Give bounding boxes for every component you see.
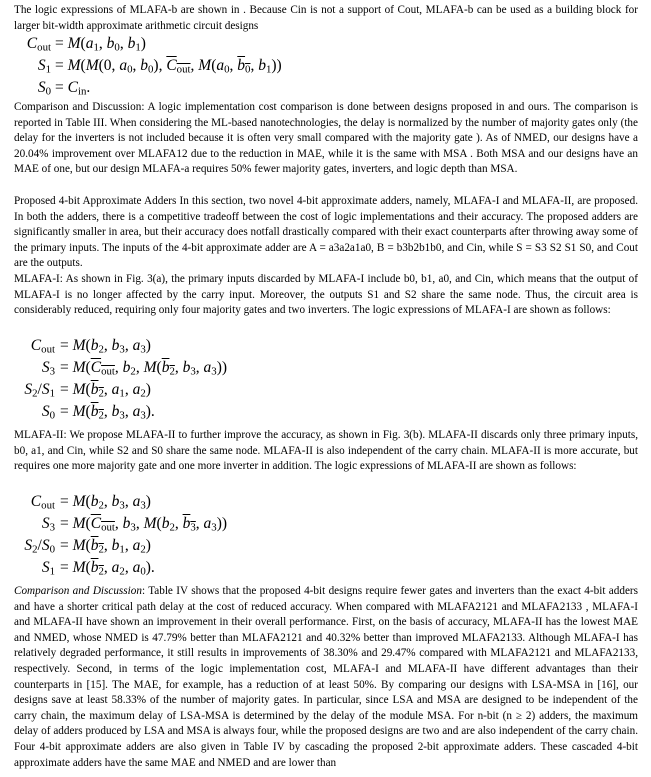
equation-s1: $S_1$ = M(M(0, $a_0$, $b_0$), $C_{out}$, $M(a_0$, $b_0$, $b_1$)) <box>37 57 282 76</box>
paragraph-intro: The logic expressions of MLAFA-b are shown in . Because Cin is not a support of Cout, MLAFA-b can be used as a building block for larger bit-width approximate arithmetic circuit designs <box>14 4 638 32</box>
equation-mlafa-i-s2s1: $S_2/S_1$ = $M(b_2$, $a_1$, $a_2$) <box>24 381 151 400</box>
equation-mlafa-ii-s1: $S_1$ = $M(b_2$, $a_2$, $a_0$). <box>41 559 155 578</box>
paragraph-mlafa-i: MLAFA-I: As shown in Fig. 3(a), the primary inputs discarded by MLAFA-I include b0, b1, a0, and Cin, which means that the output of MLAFA-I is no longer affected by the carry input. Moreover, the outputs S1 and S2 share the same node. Thus, the circuit area is considerably reduced, requiring only four majority gates and two inverters. The logic expressions of MLAFA-I are shown as follows: <box>14 273 638 317</box>
equation-s0: $S_0$ = $C_{in}$. <box>37 79 91 98</box>
equation-mlafa-i-s3: $S_3$ = $M(C_{out}$, $b_2$, $M(b_2$, $b_3$, $a_3$)) <box>41 359 228 378</box>
paragraph-mlafa-ii: MLAFA-II: We propose MLAFA-II to further improve the accuracy, as shown in Fig. 3(b). MLAFA-II discards only three primary inputs, b0, a1, and Cin, while S2 and S0 share the same node. MLAFA-II is also independent of the carry chain. MLAFA-II is more accurate, but requires one more majority gate and one more inverter in addition. The logic expressions of MLAFA-II are shown as follows: <box>14 429 638 473</box>
paragraph-proposed-adders: Proposed 4-bit Approximate Adders In this section, two novel 4-bit approximate adders, namely, MLAFA-I and MLAFA-II, are proposed. In both the adders, there is a competitive tradeoff between the cost of logic implementations and their accuracy. The proposed adders are significantly smaller in area, but their accuracy does notfall drastically compared with their exact counterparts after throwing away some of the primary inputs. The inputs of the 4-bit approximate adder are A = a3a2a1a0, B = b3b2b1b0, and Cin, while S = S3 S2 S1 S0, and Cout are the outputs. <box>14 195 638 270</box>
equation-mlafa-ii-cout: $C_{out}$ = $M(b_2$, $b_3$, $a_3$) <box>30 493 151 512</box>
equation-cout: $C_{out}$ = $M(a_1$, $b_0$, $b_1$) <box>26 35 146 54</box>
equation-mlafa-ii-s3: $S_3$ = $M(C_{out}$, $b_3$, $M(b_2$, $b_3$, $a_3$)) <box>41 515 228 534</box>
comparison-2-heading: Comparison and Discussion <box>14 585 142 597</box>
equation-mlafa-ii-s2s0: $S_2/S_0$ = $M(b_2$, $b_1$, $a_2$) <box>24 537 151 556</box>
equation-mlafa-i-cout: $C_{out}$ = $M(b_2$, $b_3$, $a_3$) <box>30 337 151 356</box>
comparison-2-body: : Table IV shows that the proposed 4-bit designs require fewer gates and inverters than the exact 4-bit adders and have a shorter critical path delay at the cost of reduced accuracy. When compared with MLAFA2121 and MLAFA2133 , MLAFA-I and MLAFA-II have shown an improvement in their overall performance. First, on the basis of accuracy, MLAFA-II has the lowest MAE and NMED, whose NMED is 47.79% better than MLAFA2121 and 40.32% better than improved MLAFA2133. Although MLAFA-I has relatively degraded performance, it still results in improvements of 38.30% and 29.47% compared with MLAFA2121 and MLAFA2133, respectively. Second, in terms of the logic implementation cost, MLAFA-I and MLAFA-II have different advantages than their counterparts in [15]. The MAE, for example, has a reduction of at least 50%. By comparing our designs with LSA-MSA in [16], our designs save at least 58.33% of the number of majority gates. In particular, since LSA and MSA are designed to be independent of the carry chain, the maximum delay of LSA-MSA is determined by the delay of the module MSA. For n-bit (n ≥ 2) adders, the maximum delay of adders produced by LSA and MSA is always four, while the proposed designs are two and are also independent of the carry chain. Four 4-bit approximate adders are also given in Table IV by cascading the proposed 2-bit approximate adders. These cascaded 4-bit approximate adders have the same MAE and NMED and are lower than <box>14 585 638 769</box>
paragraph-comparison-1: Comparison and Discussion: A logic implementation cost comparison is done between designs proposed in and ours. The comparison is reported in Table III. When considering the ML-based nanotechnologies, the delay is normalized by the number of majority gates only (the delay for the inverters is not included because it is often very small compared with the majority gate ). As of NMED, our designs have a 20.04% improvement over MLAFA12 due to the reduction in MAE, while it is the same with MSA . Both MSA and our designs have an MAE of one, but our design MLAFA-a requires 50% fewer majority gates, inverters, and logic depth than MSA. <box>14 101 638 176</box>
equation-mlafa-i-s0: $S_0$ = $M(b_2$, $b_3$, $a_3$). <box>41 403 155 422</box>
paragraph-comparison-2 <box>14 584 638 771</box>
